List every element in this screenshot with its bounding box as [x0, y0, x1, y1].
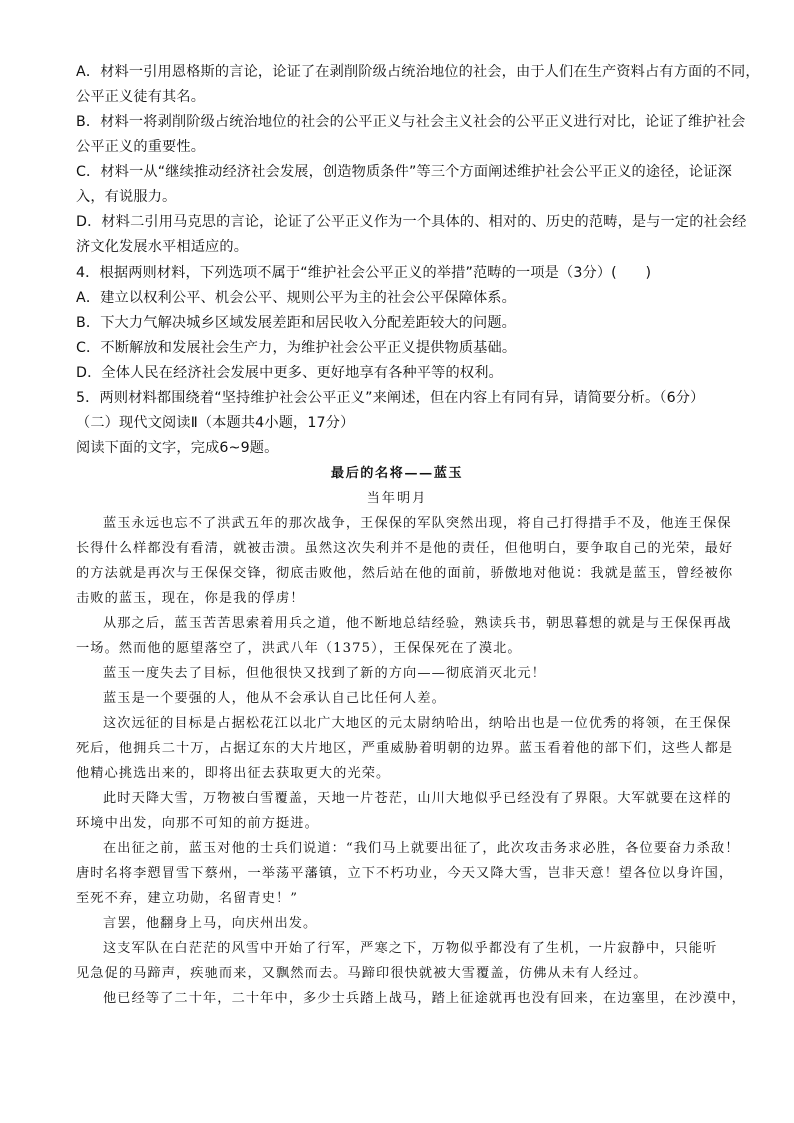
question-4-option-a: A．建立以权利公平、机会公平、规则公平为主的社会公平保障体系。 [76, 290, 516, 306]
story-line: 一场。然而他的愿望落空了，洪武八年（1375），王保保死在了漠北。 [76, 641, 522, 656]
story-line: 他精心挑选出来的，即将出征去获取更大的光荣。 [76, 766, 391, 781]
story-line: 在出征之前，蓝玉对他的士兵们说道：“我们马上就要出征了，此次攻击务求必胜，各位要奋力杀敌！ [103, 841, 740, 856]
story-line: 长得什么样都没有看清，就被击溃。虽然这次失利并不是他的责任，但他明白，要争取自己的光荣，最好 [76, 541, 734, 556]
story-line: 言罢，他翻身上马，向庆州出发。 [103, 916, 318, 931]
story-line: 从那之后，蓝玉苦苦思索着用兵之道，他不断地总结经验，熟读兵书，朝思暮想的就是与王保保再战 [103, 616, 732, 631]
section-heading: （二）现代文阅读Ⅱ（本题共4小题，17分） [76, 415, 355, 431]
story-line: 这支军队在白茫茫的风雪中开始了行军，严寒之下，万物似乎都没有了生机，一片寂静中，只能听 [103, 941, 718, 956]
story-line: 见急促的马蹄声，疾驰而来，又飘然而去。马蹄印很快就被大雪覆盖，仿佛从未有人经过。 [76, 966, 648, 981]
option-a-line-1: A．材料一引用恩格斯的言论，论证了在剥削阶级占统治地位的社会，由于人们在生产资料占有方面的不同， [76, 64, 760, 80]
option-b-line-1: B．材料一将剥削阶级占统治地位的社会的公平正义与社会主义社会的公平正义进行对比，论证了维护社会 [76, 114, 746, 130]
story-line: 这次远征的目标是占据松花江以北广大地区的元太尉纳哈出，纳哈出也是一位优秀的将领，在王保保 [103, 716, 732, 731]
question-4-option-b: B．下大力气解决城乡区域发展差距和居民收入分配差距较大的问题。 [76, 315, 517, 331]
story-author: 当年明月 [366, 491, 428, 506]
option-b-line-2: 公平正义的重要性。 [76, 139, 206, 155]
story-title: 最后的名将——蓝玉 [330, 466, 464, 481]
option-c-line-2: 入，有说服力。 [76, 189, 177, 205]
story-line: 死后，他拥兵二十万，占据辽东的大片地区，严重威胁着明朝的边界。蓝玉看着他的部下们，这些人都是 [76, 741, 734, 756]
story-line: 击败的蓝玉，现在，你是我的俘虏！ [76, 591, 305, 606]
option-c-line-1: C．材料一从“继续推动经济社会发展，创造物质条件”等三个方面阐述维护社会公平正义的途径，论证深 [76, 164, 732, 180]
story-line: 此时天降大雪，万物被白雪覆盖，天地一片苍茫，山川大地似乎已经没有了界限。大军就要在这样的 [103, 791, 732, 806]
reading-instruction: 阅读下面的文字，完成6~9题。 [76, 440, 279, 456]
question-4-option-c: C．不断解放和发展社会生产力，为维护社会公平正义提供物质基础。 [76, 340, 517, 356]
story-line: 蓝玉永远也忘不了洪武五年的那次战争，王保保的军队突然出现，将自己打得措手不及，他连王保保 [103, 516, 732, 531]
story-line: 的方法就是再次与王保保交锋，彻底击败他，然后站在他的面前，骄傲地对他说：我就是蓝玉，曾经被你 [76, 566, 734, 581]
question-4-option-d: D．全体人民在经济社会发展中更多、更好地享有各种平等的权利。 [76, 365, 503, 381]
story-line: 蓝玉是一个要强的人，他从不会承认自己比任何人差。 [103, 691, 446, 706]
question-4-stem: 4．根据两则材料，下列选项不属于“维护社会公平正义的举措”范畴的一项是（3分）( ) [76, 265, 652, 281]
story-line: 他已经等了二十年，二十年中，多少士兵踏上战马，踏上征途就再也没有回来，在边塞里，在沙漠中， [103, 991, 746, 1006]
story-line: 至死不弃，建立功勋，名留青史！” [76, 891, 299, 906]
story-line: 唐时名将李愬冒雪下蔡州，一举荡平藩镇，立下不朽功业，今天又降大雪，岂非天意！望各位以身许国， [76, 866, 734, 881]
option-d-line-2: 济文化发展水平相适应的。 [76, 239, 249, 255]
story-line: 环境中出发，向那不可知的前方挺进。 [76, 816, 319, 831]
story-line: 蓝玉一度失去了目标，但他很快又找到了新的方向——彻底消灭北元！ [103, 666, 546, 681]
option-a-line-2: 公平正义徒有其名。 [76, 89, 206, 105]
option-d-line-1: D．材料二引用马克思的言论，论证了公平正义作为一个具体的、相对的、历史的范畴，是与一定的社会经 [76, 214, 747, 230]
question-5: 5．两则材料都围绕着“坚持维护社会公平正义”来阐述，但在内容上有同有异，请简要分析。（6分） [76, 390, 705, 406]
